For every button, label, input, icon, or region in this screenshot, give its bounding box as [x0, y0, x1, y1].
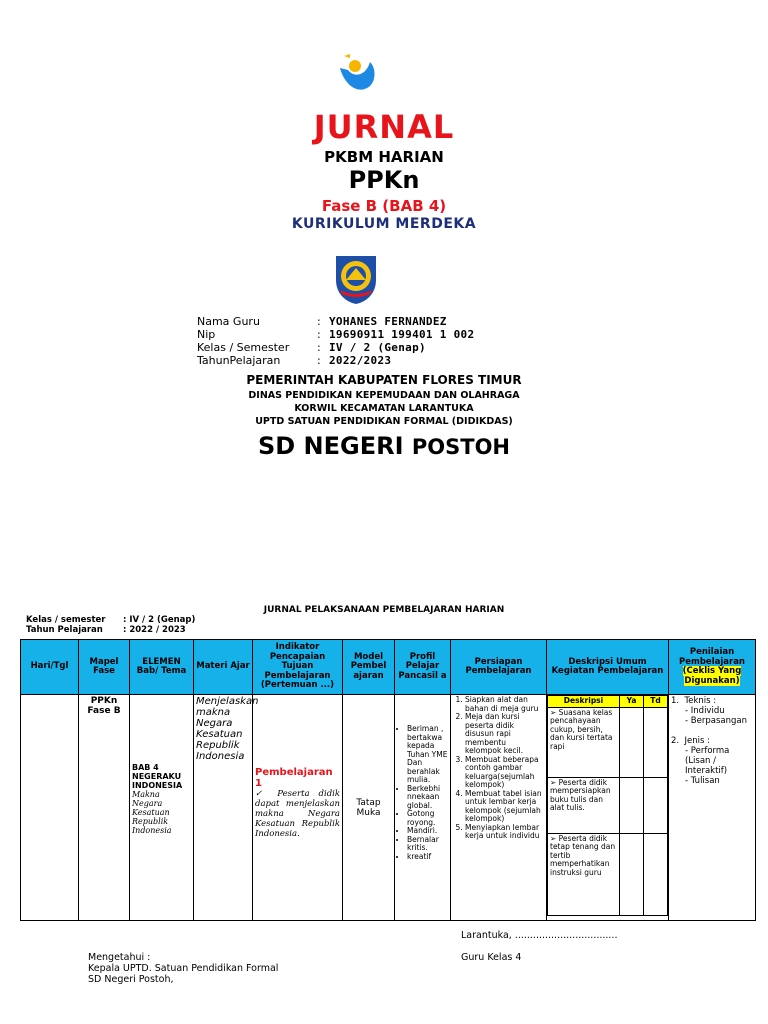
- journal-table: [20, 639, 756, 921]
- cell-persiapan: [451, 695, 547, 921]
- header-mapel: Mapel Fase: [79, 640, 130, 695]
- td-checkbox[interactable]: [644, 777, 668, 833]
- cell-model: Tatap Muka: [343, 695, 395, 921]
- subject-title: PPKn: [348, 166, 420, 194]
- cell-materi: Menjelaskan makna Negara Kesatuan Republik Indonesia: [194, 695, 253, 921]
- ya-checkbox[interactable]: [620, 833, 644, 915]
- list-item: • Mandiri.: [407, 827, 448, 836]
- department-lines: DINAS PENDIDIKAN KEPEMUDAAN DAN OLAHRAGA KORWIL KECAMATAN LARANTUKA UPTD SATUAN PENDIDIKAN FORMAL (DIDIKDAS): [248, 390, 520, 427]
- list-item: ➢ Peserta didik tetap tenang dan tertib memperhatikan instruksi guru: [548, 833, 620, 915]
- list-item: 4. Membuat tabel isian untuk lembar kerja kelompok (sejumlah kelompok): [465, 790, 544, 824]
- header-profil: Profil Pelajar Pancasil a: [395, 640, 451, 695]
- td-checkbox[interactable]: [644, 833, 668, 915]
- cell-profil: [395, 695, 451, 921]
- footer-left: Mengetahui : Kepala UPTD. Satuan Pendidikan Formal SD Negeri Postoh,: [88, 952, 279, 985]
- table-row: [21, 695, 756, 921]
- header-deskripsi: Deskripsi Umum Kegiatan Pembelajaran: [547, 640, 669, 695]
- nip-value: 19690911 199401 1 002: [329, 328, 475, 341]
- teacher-info: Nama Guru : YOHANES FERNANDEZ Nip : 19690911 199401 1 002 Kelas / Semester : IV / 2 (Genap) TahunPelajaran : 2022/2023: [197, 315, 475, 367]
- deskripsi-table: Deskripsi Ya Td ➢ Suasana kelas pencahayaan cukup, bersih, dan kursi tertata rapi ➢ Peserta didik mempersiapkan buku tulis dan alat tulis. ➢ Peserta didik tetap tenang dan tertib memperhatikan instruksi guru: [547, 695, 668, 916]
- list-item: • Beriman , bertakwa kepada Tuhan YME Dan berahlak mulia.: [407, 725, 448, 785]
- list-item: ➢ Peserta didik mempersiapkan buku tulis dan alat tulis.: [548, 777, 620, 833]
- header-materi: Materi Ajar: [194, 640, 253, 695]
- table-header-row: [21, 640, 756, 695]
- list-item: • Gotong royong.: [407, 810, 448, 827]
- class-label: Kelas / Semester: [197, 341, 290, 354]
- journal-meta: Kelas / semester : IV / 2 (Genap) Tahun Pelajaran : 2022 / 2023: [26, 615, 196, 635]
- header-indikator: Indikator Pencapaian Tujuan Pembelajaran (Pertemuan ...): [253, 640, 343, 695]
- td-checkbox[interactable]: [644, 707, 668, 777]
- header-penilaian: Penilaian Pembelajaran (Ceklis Yang Digunakan): [669, 640, 756, 695]
- school-name: SD NEGERI POSTOH: [257, 432, 511, 460]
- cell-mapel: PPKn Fase B: [79, 695, 130, 921]
- document-subtitle: PKBM HARIAN: [324, 148, 444, 166]
- class-value: IV / 2 (Genap): [329, 341, 426, 354]
- nip-label: Nip: [197, 328, 216, 341]
- list-item: • Berkebhi nnekaan global.: [407, 785, 448, 811]
- merdeka-belajar-logo-icon: [330, 50, 382, 102]
- cell-penilaian: 1. Teknis : - Individu - Berpasangan 2. Jenis : - Performa (Lisan / Interaktif) - Tulisan: [669, 695, 756, 921]
- header-elemen: ELEMEN Bab/ Tema: [130, 640, 194, 695]
- phase-label: Fase B (BAB 4): [321, 197, 447, 215]
- list-item: 1. Siapkan alat dan bahan di meja guru: [465, 696, 544, 713]
- year-value: 2022/2023: [329, 354, 392, 367]
- list-item: 3. Membuat beberapa contoh gambar keluarga(sejumlah kelompok): [465, 756, 544, 790]
- year-label: TahunPelajaran: [197, 354, 281, 367]
- ceklis-note: (Ceklis Yang Digunakan): [682, 666, 742, 686]
- teacher-name-label: Nama Guru: [197, 315, 260, 328]
- list-item: • kreatif: [407, 853, 448, 862]
- header-hari: Hari/Tgl: [21, 640, 79, 695]
- header-model: Model Pembel ajaran: [343, 640, 395, 695]
- list-item: 5. Menyiapkan lembar kerja untuk individu: [465, 824, 544, 841]
- footer-place: Larantuka, ..................................: [461, 930, 618, 941]
- list-item: ➢ Suasana kelas pencahayaan cukup, bersih, dan kursi tertata rapi: [548, 707, 620, 777]
- cell-hari: [21, 695, 79, 921]
- curriculum-label: KURIKULUM MERDEKA: [291, 216, 477, 232]
- list-item: • Bernalar kritis.: [407, 836, 448, 853]
- cell-elemen: BAB 4 NEGERAKU INDONESIA Makna Negara Kesatuan Republik Indonesia: [130, 695, 194, 921]
- tut-wuri-handayani-emblem-icon: [330, 250, 382, 306]
- cell-indikator: Pembelajaran 1 ✓ Peserta didik dapat menjelaskan makna Negara Kesatuan Republik Indonesia.: [253, 695, 343, 921]
- journal-title: JURNAL PELAKSANAAN PEMBELAJARAN HARIAN: [263, 605, 505, 615]
- ya-checkbox[interactable]: [620, 777, 644, 833]
- government-line: PEMERINTAH KABUPATEN FLORES TIMUR: [246, 373, 522, 387]
- footer-guru: Guru Kelas 4: [461, 952, 522, 963]
- ya-checkbox[interactable]: [620, 707, 644, 777]
- document-title: JURNAL: [313, 108, 455, 146]
- teacher-name: YOHANES FERNANDEZ: [329, 315, 447, 328]
- list-item: 2. Meja dan kursi peserta didik disusun rapi membentu kelompok kecil.: [465, 713, 544, 756]
- header-persiapan: Persiapan Pembelajaran: [451, 640, 547, 695]
- cell-deskripsi: [547, 695, 669, 921]
